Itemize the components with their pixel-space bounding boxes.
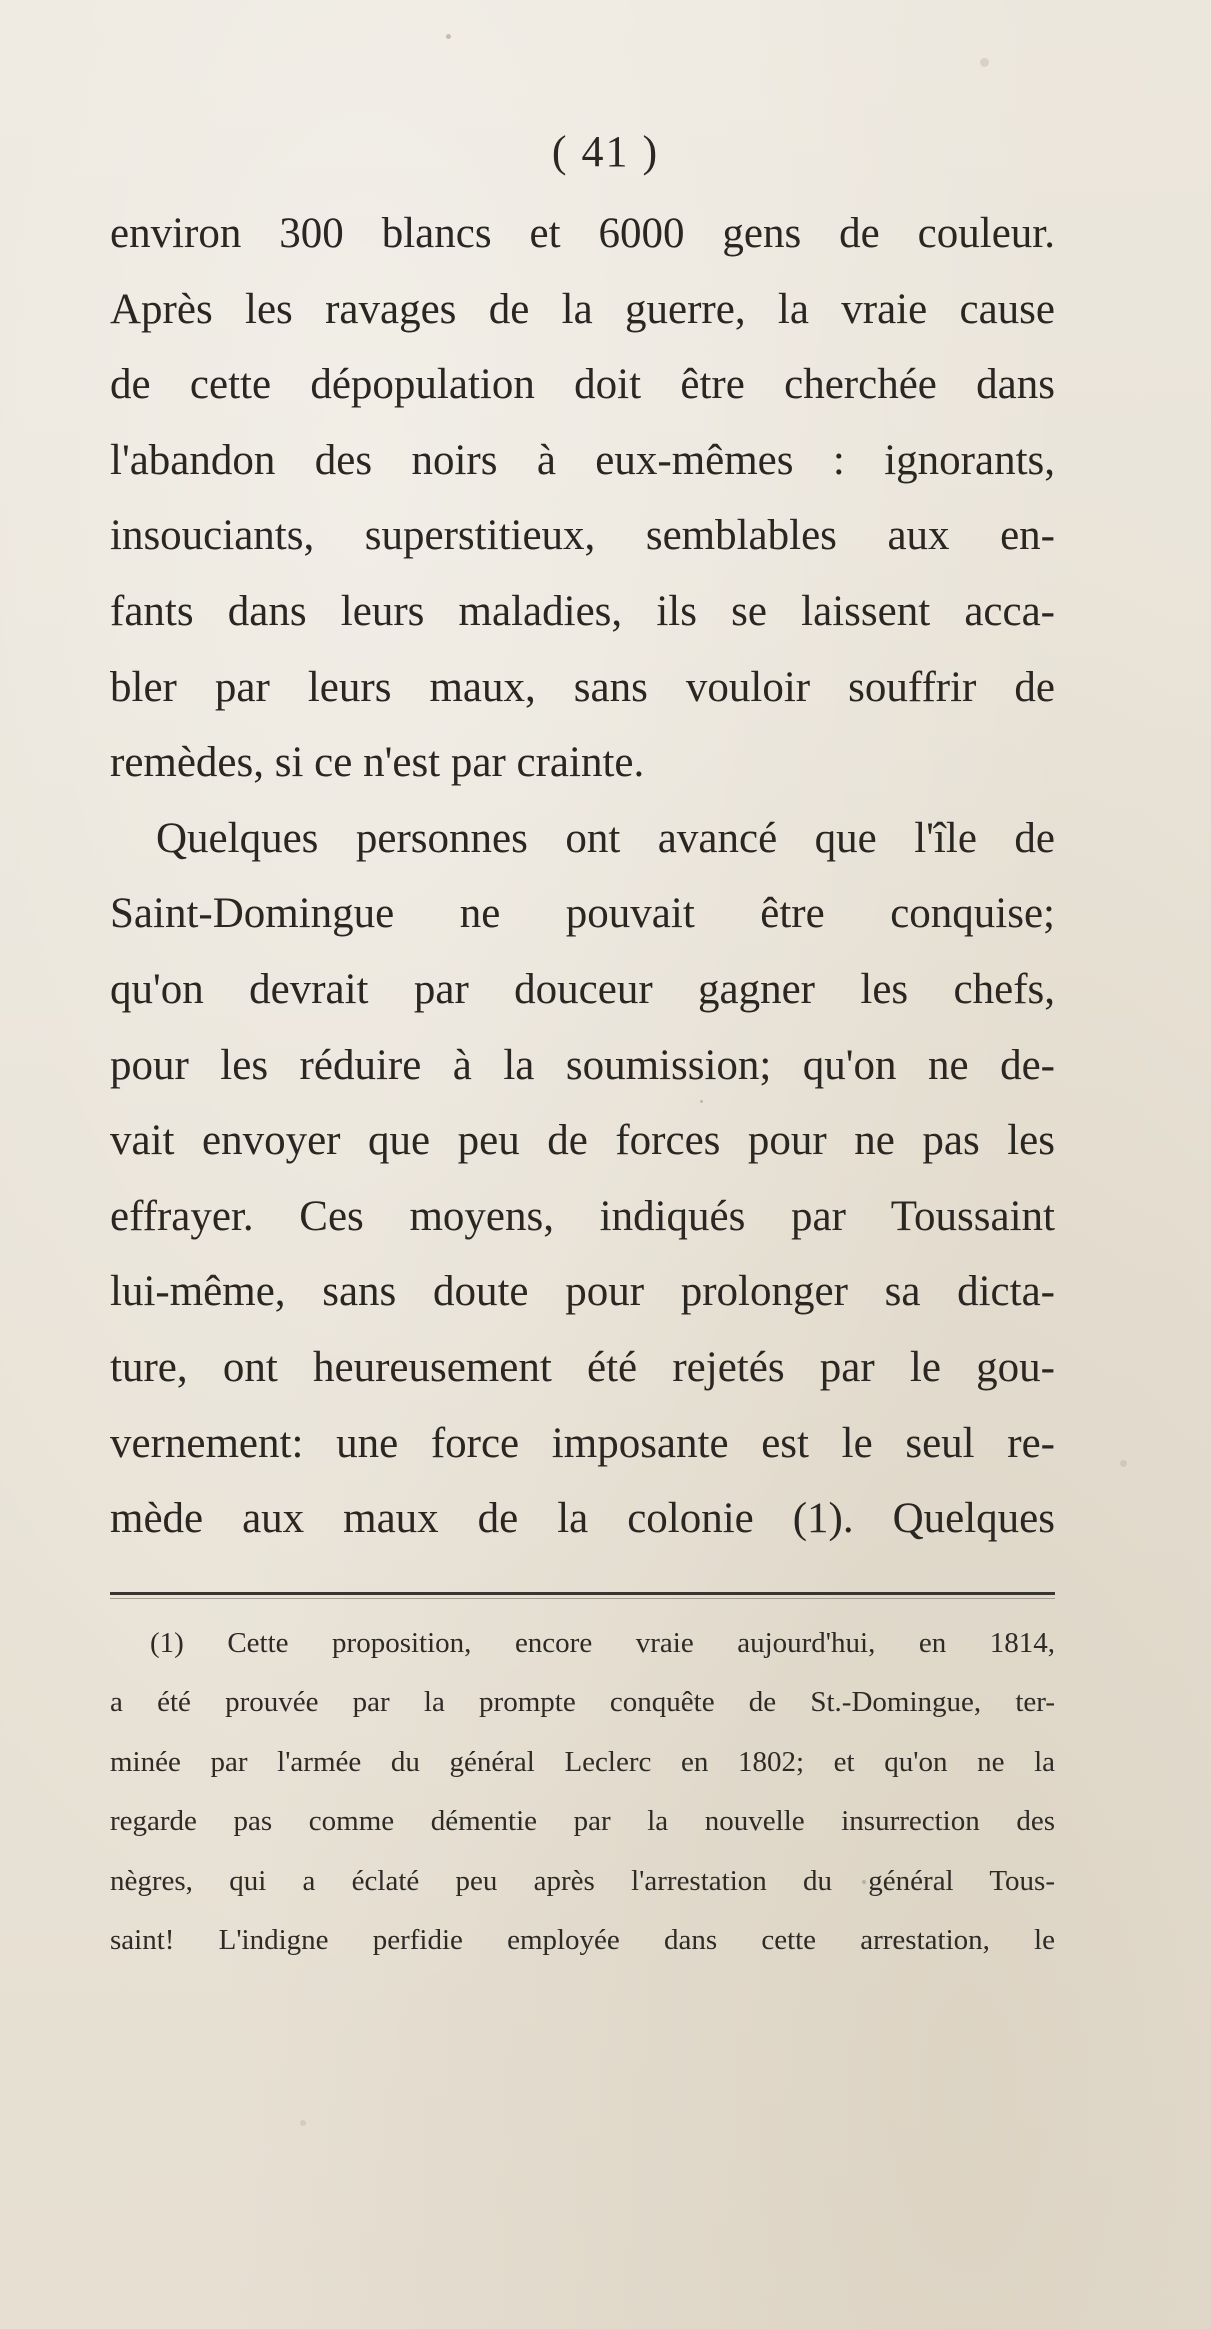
body-line: vait envoyer que peu de forces pour ne pas les xyxy=(110,1117,1055,1165)
footnote-separator-shadow xyxy=(110,1598,1055,1599)
paper-speck xyxy=(700,1100,703,1103)
body-line: fants dans leurs maladies, ils se laissent acca- xyxy=(110,587,1055,635)
footnote-line: saint! L'indigne perfidie employée dans cette arrestation, le xyxy=(110,1923,1055,1956)
body-line: l'abandon des noirs à eux-mêmes : ignorants, xyxy=(110,436,1055,484)
footnote-line: a été prouvée par la prompte conquête de St.-Domingue, ter- xyxy=(110,1686,1055,1719)
body-line: insouciants, superstitieux, semblables aux en- xyxy=(110,512,1055,560)
paper-speck xyxy=(1120,1460,1127,1467)
footnote-line: nègres, qui a éclaté peu après l'arrestation du général Tous- xyxy=(110,1864,1055,1897)
body-line: ture, ont heureusement été rejetés par le gou- xyxy=(110,1343,1055,1391)
body-line: remèdes, si ce n'est par crainte. xyxy=(110,739,645,787)
paper-speck xyxy=(300,2120,306,2126)
footnote-line: regarde pas comme démentie par la nouvelle insurrection des xyxy=(110,1805,1055,1838)
footnote-separator xyxy=(110,1592,1055,1595)
body-line: lui-même, sans doute pour prolonger sa dicta- xyxy=(110,1268,1055,1316)
body-line: pour les réduire à la soumission; qu'on ne de- xyxy=(110,1041,1055,1089)
body-line: Saint-Domingue ne pouvait être conquise; xyxy=(110,890,1055,938)
body-line: environ 300 blancs et 6000 gens de couleur. xyxy=(110,210,1055,257)
body-text xyxy=(110,196,1055,1557)
body-line: effrayer. Ces moyens, indiqués par Toussaint xyxy=(110,1192,1055,1240)
footnote-line: minée par l'armée du général Leclerc en 1802; et qu'on ne la xyxy=(110,1745,1055,1778)
page-number: ( 41 ) xyxy=(551,127,660,176)
body-line: qu'on devrait par douceur gagner les chefs, xyxy=(110,965,1055,1013)
body-line: Après les ravages de la guerre, la vraie cause xyxy=(110,285,1055,333)
paper-speck xyxy=(862,1880,866,1884)
paper-speck xyxy=(446,34,451,39)
footnote-line: (1) Cette proposition, encore vraie aujourd'hui, en 1814, xyxy=(150,1627,1055,1659)
body-line: mède aux maux de la colonie (1). Quelques xyxy=(110,1495,1055,1543)
body-line: bler par leurs maux, sans vouloir souffrir de xyxy=(110,663,1055,711)
body-line: de cette dépopulation doit être cherchée dans xyxy=(110,361,1055,409)
paper-speck xyxy=(980,58,989,67)
body-line: Quelques personnes ont avancé que l'île de xyxy=(156,814,1055,862)
body-line: vernement: une force imposante est le seul re- xyxy=(110,1419,1055,1467)
footnote xyxy=(110,1614,1055,1970)
